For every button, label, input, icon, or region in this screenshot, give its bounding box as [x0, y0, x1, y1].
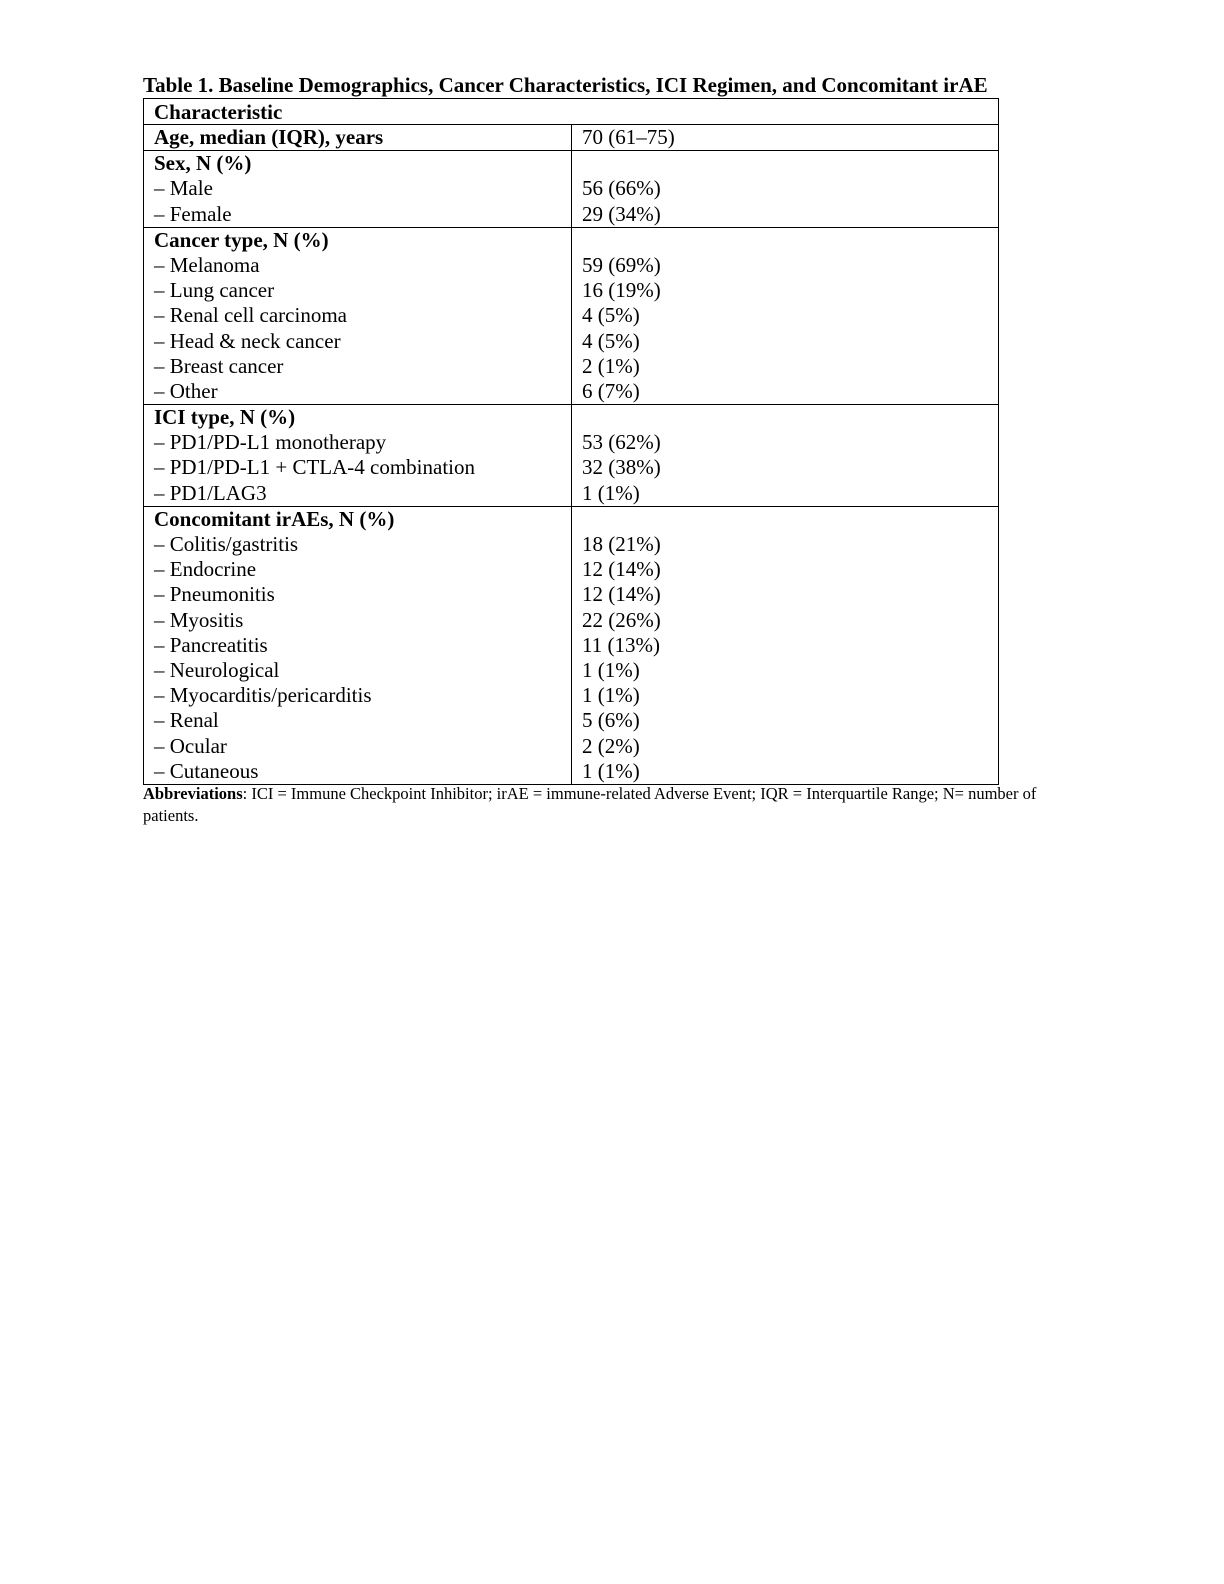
- row-value: 22 (26%): [582, 607, 661, 632]
- row-label: – PD1/PD-L1 + CTLA-4 combination: [154, 455, 475, 480]
- row-label: – Ocular: [154, 733, 227, 758]
- row-value: 6 (7%): [582, 378, 640, 403]
- row-value: 1 (1%): [582, 683, 640, 708]
- label-column: [144, 151, 572, 227]
- row-label: – Female: [154, 201, 232, 226]
- row-value: 56 (66%): [582, 176, 661, 201]
- row-value: 11 (13%): [582, 632, 660, 657]
- row-value: 1 (1%): [582, 758, 640, 783]
- row-value: 12 (14%): [582, 582, 661, 607]
- table-body: [144, 125, 998, 784]
- row-label: – Melanoma: [154, 252, 260, 277]
- group-title: Sex, N (%): [154, 151, 252, 176]
- row-label: – PD1/PD-L1 monotherapy: [154, 430, 387, 455]
- table-caption: Table 1. Baseline Demographics, Cancer Characteristics, ICI Regimen, and Concomitant irAE: [143, 73, 988, 97]
- row-value: 4 (5%): [582, 303, 640, 328]
- row-label: – Breast cancer: [154, 353, 284, 378]
- row-label: – Neurological: [154, 657, 280, 682]
- row-label: – Pneumonitis: [154, 582, 275, 607]
- value-column: [572, 151, 998, 227]
- row-label: – Other: [154, 378, 218, 403]
- row-label: – Renal: [154, 708, 219, 733]
- label-column: [144, 507, 572, 784]
- abbreviations-footnote: [143, 783, 1043, 827]
- demographics-table: [143, 98, 999, 785]
- label-column: [144, 405, 572, 506]
- table-group: [144, 405, 998, 507]
- group-title: ICI type, N (%): [154, 405, 296, 430]
- group-title: Cancer type, N (%): [154, 227, 329, 252]
- row-label: – Male: [154, 176, 213, 201]
- row-value: 12 (14%): [582, 557, 661, 582]
- label-column: [144, 228, 572, 404]
- row-label: – Head & neck cancer: [154, 328, 341, 353]
- row-label: – Endocrine: [154, 557, 257, 582]
- table-header-characteristic: Characteristic: [144, 99, 998, 125]
- abbreviations-label: Abbreviations: [143, 784, 243, 803]
- row-value: 18 (21%): [582, 532, 661, 556]
- group-title-value: 70 (61–75): [582, 125, 675, 149]
- value-column: [572, 228, 998, 404]
- row-label: – PD1/LAG3: [154, 480, 267, 505]
- row-label: – Pancreatitis: [154, 632, 268, 657]
- group-title: Concomitant irAEs, N (%): [154, 506, 395, 531]
- group-title-value: [582, 507, 998, 532]
- row-value: 53 (62%): [582, 430, 661, 455]
- table-group: [144, 507, 998, 784]
- row-label: – Myositis: [154, 607, 244, 632]
- group-title-value: [582, 405, 998, 430]
- value-column: [572, 405, 998, 506]
- label-column: [144, 125, 572, 150]
- table-group: [144, 151, 998, 228]
- table-group: [144, 228, 998, 405]
- row-label: – Cutaneous: [154, 758, 259, 783]
- row-value: 29 (34%): [582, 201, 661, 226]
- row-value: 2 (1%): [582, 353, 640, 378]
- group-title-value: [582, 151, 998, 176]
- row-value: 4 (5%): [582, 328, 640, 353]
- group-title: Age, median (IQR), years: [154, 125, 384, 149]
- group-title-value: [582, 228, 998, 253]
- row-value: 2 (2%): [582, 733, 640, 758]
- row-value: 5 (6%): [582, 708, 640, 733]
- row-label: – Renal cell carcinoma: [154, 303, 347, 328]
- value-column: [572, 507, 998, 784]
- row-label: – Myocarditis/pericarditis: [154, 683, 372, 708]
- row-value: 32 (38%): [582, 455, 661, 480]
- value-column: [572, 125, 998, 150]
- table-group: [144, 125, 998, 151]
- abbreviations-text: : ICI = Immune Checkpoint Inhibitor; irAE = immune-related Adverse Event; IQR = Interquartile Range; N= number of patients.: [143, 784, 1037, 825]
- row-value: 16 (19%): [582, 278, 661, 303]
- row-label: – Colitis/gastritis: [154, 532, 299, 556]
- row-label: – Lung cancer: [154, 278, 275, 303]
- row-value: 1 (1%): [582, 657, 640, 682]
- row-value: 59 (69%): [582, 252, 661, 277]
- row-value: 1 (1%): [582, 480, 640, 505]
